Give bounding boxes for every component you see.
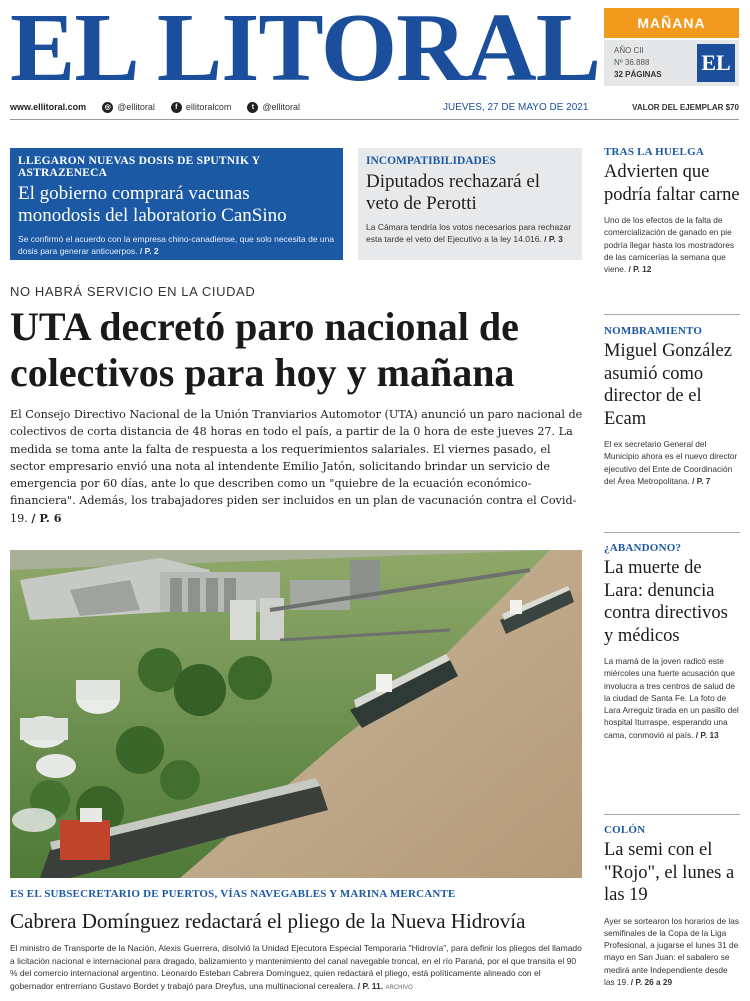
meta-bar: [10, 98, 739, 116]
lead-body: El Consejo Directivo Nacional de la Unión Tranviarios Automotor (UTA) anunció un paro nacional de colectivos de corta distancia de 48 horas en todo el país, a partir de la 0 hora de este jueves 27. La medida se toma ante la falta de respuesta a los requerimientos salariales. El viernes pasado, el sector empresario envió una nota al intendente Emilio Jatón, solicitando brindar un servicio de emergencia por 60 días, ante lo que describen como un "quiebre de la ecuación económico-financiera". Además, los trabajadores piden ser incluidos en un plan de vacunación contra el Covid-19.: [10, 408, 583, 525]
meat-summary: [604, 214, 740, 275]
colon-summary: [604, 915, 740, 989]
instagram-label: @ellitoral: [117, 102, 155, 112]
lead-headline[interactable]: UTA decretó paro nacional de colectivos para hoy y mañana: [10, 304, 519, 395]
meat-headline: Advierten que podría faltar carne: [604, 162, 740, 205]
hidrovia-page-ref: / P. 11.: [357, 980, 384, 991]
facebook-label: ellitoralcom: [185, 102, 232, 112]
deputies-summary: [366, 221, 574, 245]
vaccines-story-box[interactable]: [10, 148, 343, 260]
vaccines-body: Se confirmó el acuerdo con la empresa chino-canadiense, que solo necesita de una dosis para generar anticuerpos.: [18, 234, 335, 256]
photo-credit: ARCHIVO: [385, 984, 413, 991]
deputies-body: La Cámara tendría los votos necesarios para rechazar esta tarde el veto del Ejecutivo a la ley 14.016.: [366, 222, 572, 244]
hidrovia-kicker: ES EL SUBSECRETARIO DE PUERTOS, VÍAS NAVEGABLES Y MARINA MERCANTE: [10, 888, 456, 900]
sidebar-story-lara[interactable]: [604, 542, 740, 741]
colon-kicker: COLÓN: [604, 824, 646, 836]
sidebar-divider-2: [604, 532, 740, 533]
colon-headline: La semi con el "Rojo", el lunes a las 19: [604, 840, 735, 905]
lara-kicker: ¿ABANDONO?: [604, 542, 682, 554]
ecam-kicker: NOMBRAMIENTO: [604, 325, 703, 337]
hidrovia-summary: [10, 942, 585, 994]
lead-page-ref: / P. 6: [31, 510, 62, 525]
issue-info-box: [604, 40, 739, 86]
lara-summary: [604, 655, 740, 741]
deputies-kicker: INCOMPATIBILIDADES: [366, 155, 496, 167]
lead-summary: [10, 406, 585, 527]
publication-date: JUEVES, 27 DE MAYO DE 2021: [443, 101, 589, 113]
sidebar-story-ecam[interactable]: [604, 325, 740, 487]
issue-number: Nº 36.888: [614, 58, 650, 67]
vaccines-kicker: LLEGARON NUEVAS DOSIS DE SPUTNIK Y ASTRAZENECA: [18, 155, 260, 179]
sidebar-story-meat[interactable]: [604, 146, 740, 275]
issue-pages: 32 PÁGINAS: [614, 70, 662, 79]
issue-price: VALOR DEL EJEMPLAR $70: [632, 102, 739, 112]
meat-body: Uno de los efectos de la falta de comercialización de ganado en pie podría llegar hasta los mostradores de las carnicerías la semana que viene.: [604, 215, 735, 275]
issue-year: AÑO CII: [614, 46, 644, 55]
issue-lines: [614, 45, 662, 81]
meat-kicker: TRAS LA HUELGA: [604, 146, 704, 158]
lara-headline: La muerte de Lara: denuncia contra directivos y médicos: [604, 558, 728, 646]
vaccines-summary: [18, 233, 335, 257]
el-logo: EL: [697, 44, 735, 82]
instagram-icon: ◎: [102, 102, 113, 113]
sidebar-story-colon[interactable]: [604, 824, 740, 988]
facebook-handle[interactable]: [171, 102, 232, 113]
ecam-headline: Miguel González asumió como director de el Ecam: [604, 341, 732, 429]
website-link[interactable]: www.ellitoral.com: [10, 102, 87, 112]
ecam-page-ref: / P. 7: [692, 475, 711, 486]
ecam-body: El ex secretario General del Municipio ahora es el nuevo director ejecutivo del Ente de Coordinación del Área Metropolitana.: [604, 439, 738, 486]
vaccines-headline: El gobierno comprará vacunas monodosis del laboratorio CanSino: [18, 183, 287, 226]
sidebar-divider-3: [604, 814, 740, 815]
port-aerial-photo: [10, 550, 582, 878]
deputies-page-ref: / P. 3: [544, 234, 563, 244]
edition-badge: MAÑANA: [604, 8, 739, 38]
hidrovia-headline[interactable]: Cabrera Domínguez redactará el pliego de la Nueva Hidrovía: [10, 909, 526, 933]
sidebar-divider-1: [604, 314, 740, 315]
port-photo-illustration: [10, 550, 582, 878]
masthead-divider: [10, 119, 739, 120]
instagram-handle[interactable]: [102, 102, 155, 113]
deputies-headline: Diputados rechazará el veto de Perotti: [366, 171, 541, 214]
twitter-icon: t: [247, 102, 258, 113]
twitter-handle[interactable]: [247, 102, 300, 113]
ecam-summary: [604, 438, 740, 487]
colon-page-ref: / P. 26 a 29: [630, 976, 673, 987]
deputies-story-box[interactable]: [358, 148, 582, 260]
twitter-label: @ellitoral: [262, 102, 301, 112]
vaccines-page-ref: / P. 2: [139, 246, 159, 256]
lara-body: La mamá de la joven radicó este miércoles una fuerte acusación que involucra a tres centros de salud de la ciudad de Santa Fe. La foto de Lara Arreguiz tirada en un pasillo del hospital Iturraspe, esperando una cama, conmovió al país.: [604, 656, 739, 740]
facebook-icon: f: [171, 102, 182, 113]
colon-body: Ayer se sortearon los horarios de las semifinales de la Copa de la Liga Profesional, a jugarse el lunes 31 de mayo en San Juan: el sabalero se medirá ante Independiente desde las 19.: [604, 915, 739, 987]
lara-page-ref: / P. 13: [695, 729, 719, 740]
lead-kicker: NO HABRÁ SERVICIO EN LA CIUDAD: [10, 284, 256, 299]
meat-page-ref: / P. 12: [628, 264, 652, 275]
hidrovia-body: El ministro de Transporte de la Nación, Alexis Guerrera, disolvió la Unidad Ejecutora Especial Temporaria "Hidrovía", para definir los pliegos del llamado a licitación nacional e internacional para dragado, balizamiento y mantenimiento del canal navegable troncal, en el río Paraná, por el que transita el 90 % del comercio internacional argentino. Leonardo Esteban Cabrera Domínguez, quien redactará el pliego, está políticamente alineado con el gobernador entrerriano Gustavo Bordet y trabajó para Dreyfus, una multinacional cerealera.: [10, 943, 582, 991]
newspaper-title: EL LITORAL: [10, 0, 601, 102]
